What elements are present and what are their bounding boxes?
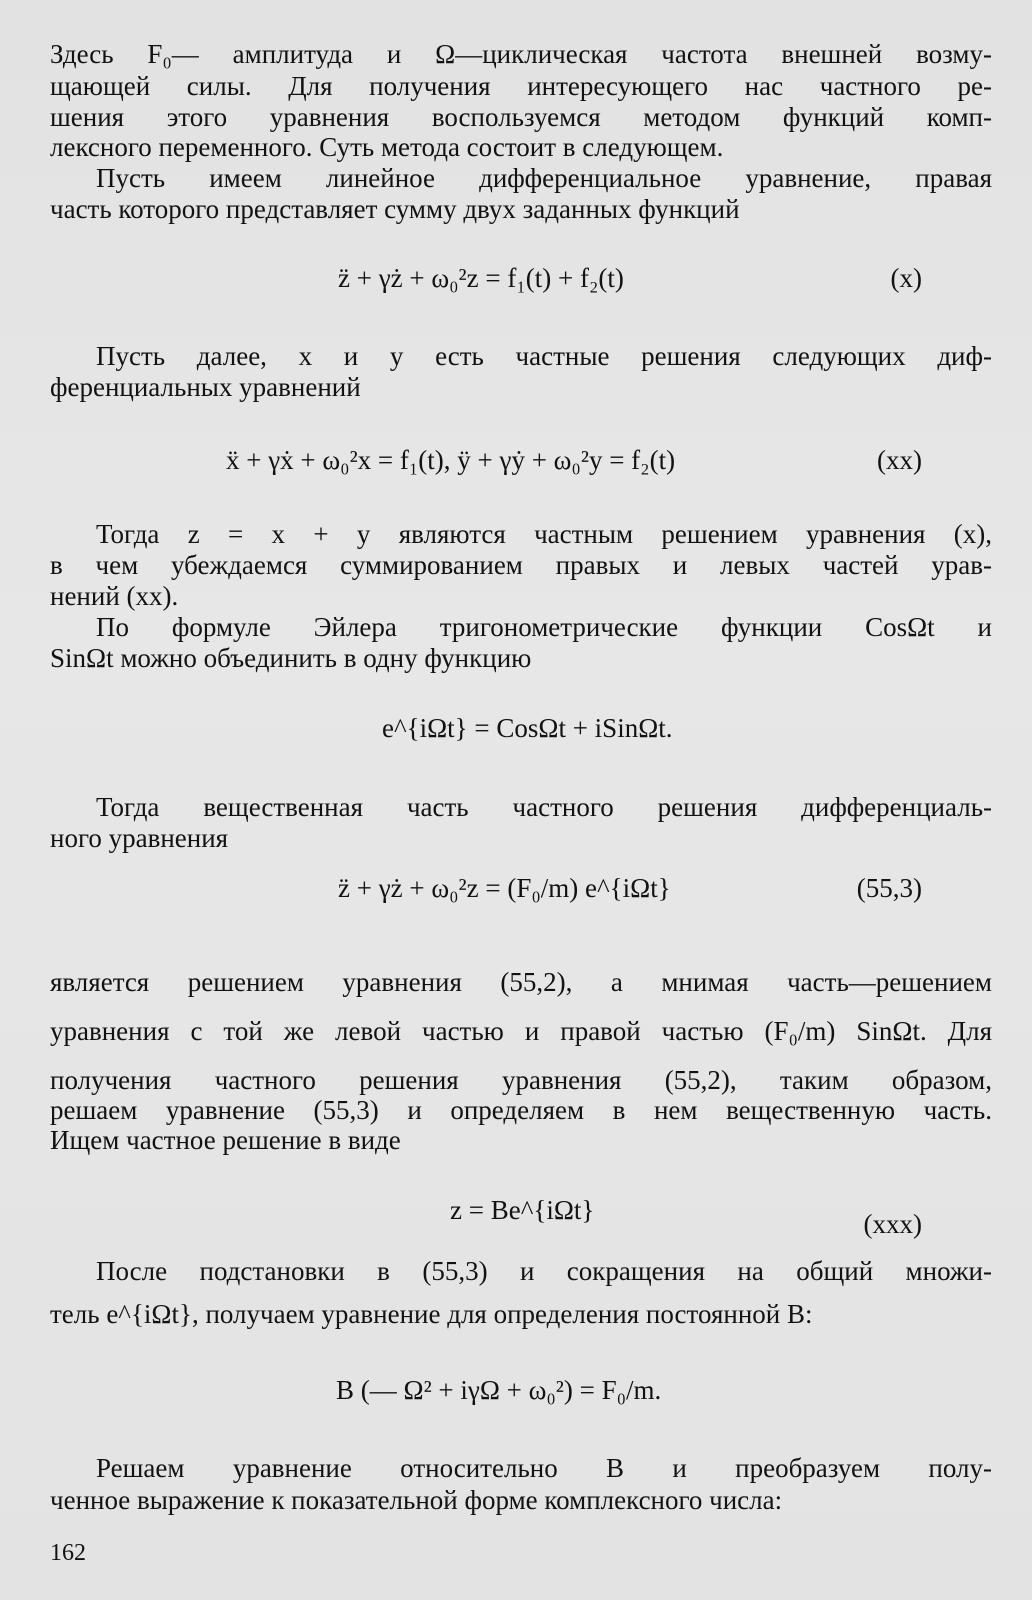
- equation-x: z̈ + γż + ω₀²z = f₁(t) + f₂(t): [338, 263, 624, 293]
- text-line: часть которого представляет сумму двух заданных функций: [50, 194, 740, 224]
- text-line: SinΩt можно объединить в одну функцию: [50, 643, 532, 673]
- equation-label-xxx: (xxx): [863, 1209, 922, 1239]
- text-line: ного уравнения: [50, 823, 229, 853]
- text-line: По формуле Эйлера тригонометрические функции CosΩt и: [96, 612, 992, 642]
- text-line: Здесь F₀— амплитуда и Ω—циклическая частота внешней возму-: [50, 39, 992, 69]
- text-line: является решением уравнения (55,2), а мнимая часть—решением: [50, 967, 992, 997]
- equation-label-x: (x): [890, 263, 922, 293]
- text-line: Решаем уравнение относительно B и преобразуем полу-: [96, 1453, 992, 1483]
- equation-55-3: z̈ + γż + ω₀²z = (F₀/m) e^{iΩt}: [338, 873, 671, 903]
- text-line: ченное выражение к показательной форме комплексного числа:: [50, 1485, 783, 1515]
- equation-B: B (— Ω² + iγΩ + ω₀²) = F₀/m.: [336, 1375, 662, 1405]
- text-line: ференциальных уравнений: [50, 372, 361, 402]
- equation-xxx: z = Be^{iΩt}: [450, 1195, 595, 1225]
- text-line: Пусть далее, x и y есть частные решения следующих диф-: [96, 341, 992, 371]
- equation-euler: e^{iΩt} = CosΩt + iSinΩt.: [382, 713, 673, 743]
- equation-xx: ẍ + γẋ + ω₀²x = f₁(t), ÿ + γẏ + ω₀²y = f₂(t): [226, 445, 676, 475]
- text-line: Пусть имеем линейное дифференциальное уравнение, правая: [96, 163, 992, 193]
- text-line: решаем уравнение (55,3) и определяем в нем вещественную часть.: [50, 1095, 992, 1125]
- text-line: нений (xx).: [50, 581, 179, 611]
- text-line: Тогда вещественная часть частного решения дифференциаль-: [96, 792, 992, 822]
- page-number: 162: [50, 1540, 86, 1566]
- text-line: Ищем частное решение в виде: [50, 1125, 401, 1155]
- text-line: лексного переменного. Суть метода состоит в следующем.: [50, 132, 724, 162]
- text-line: После подстановки в (55,3) и сокращения на общий множи-: [96, 1256, 992, 1286]
- text-line: тель e^{iΩt}, получаем уравнение для определения постоянной B:: [50, 1299, 813, 1329]
- text-line: получения частного решения уравнения (55,2), таким образом,: [50, 1065, 992, 1095]
- text-line: Тогда z = x + y являются частным решением уравнения (x),: [96, 519, 992, 549]
- text-line: уравнения с той же левой частью и правой частью (F₀/m) SinΩt. Для: [50, 1016, 992, 1046]
- text-line: в чем убеждаемся суммированием правых и левых частей урав-: [50, 550, 992, 580]
- equation-label-55-3: (55,3): [856, 873, 922, 903]
- text-line: шения этого уравнения воспользуемся методом функций комп-: [50, 102, 992, 132]
- equation-label-xx: (xx): [877, 445, 922, 475]
- text-line: щающей силы. Для получения интересующего нас частного ре-: [50, 71, 992, 101]
